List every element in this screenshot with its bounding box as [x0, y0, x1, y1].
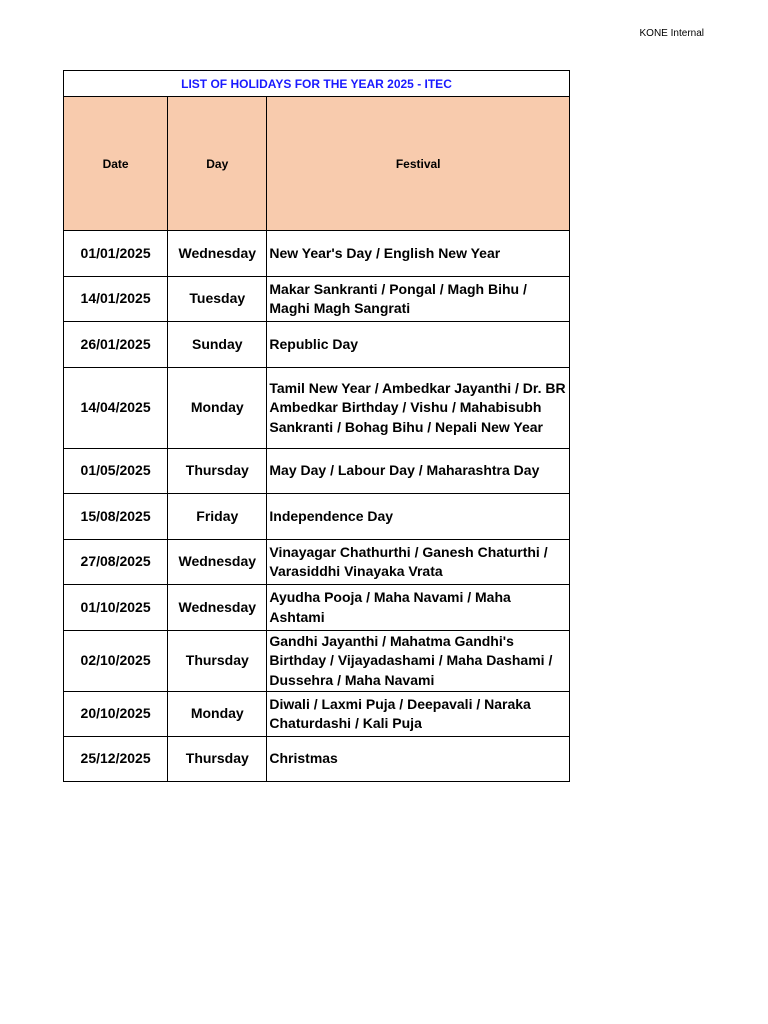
day-cell: Thursday: [168, 737, 267, 782]
classification-label: KONE Internal: [639, 28, 704, 39]
date-cell: 01/05/2025: [64, 449, 168, 494]
table-row: [64, 277, 570, 322]
date-cell: 15/08/2025: [64, 494, 168, 540]
day-cell: Friday: [168, 494, 267, 540]
day-cell: Thursday: [168, 631, 267, 692]
day-cell: Monday: [168, 692, 267, 737]
day-cell: Monday: [168, 368, 267, 449]
date-cell: 20/10/2025: [64, 692, 168, 737]
day-cell: Sunday: [168, 322, 267, 368]
date-cell: 01/10/2025: [64, 585, 168, 631]
table-row: [64, 631, 570, 692]
date-cell: 25/12/2025: [64, 737, 168, 782]
table-row: [64, 737, 570, 782]
festival-cell: Republic Day: [267, 322, 570, 368]
date-cell: 14/04/2025: [64, 368, 168, 449]
festival-cell: Makar Sankranti / Pongal / Magh Bihu / Maghi Magh Sangrati: [267, 277, 570, 322]
table-row: [64, 494, 570, 540]
date-cell: 27/08/2025: [64, 540, 168, 585]
holiday-table: [63, 70, 570, 782]
festival-cell: Vinayagar Chathurthi / Ganesh Chaturthi / Varasiddhi Vinayaka Vrata: [267, 540, 570, 585]
header-day: Day: [168, 97, 267, 231]
day-cell: Wednesday: [168, 585, 267, 631]
table-row: [64, 585, 570, 631]
table-row: [64, 231, 570, 277]
date-cell: 14/01/2025: [64, 277, 168, 322]
table-title: LIST OF HOLIDAYS FOR THE YEAR 2025 - ITEC: [64, 71, 570, 97]
festival-cell: New Year's Day / English New Year: [267, 231, 570, 277]
festival-cell: Tamil New Year / Ambedkar Jayanthi / Dr. BR Ambedkar Birthday / Vishu / Mahabisubh Sankranti / Bohag Bihu / Nepali New Year: [267, 368, 570, 449]
header-festival: Festival: [267, 97, 570, 231]
table-row: [64, 322, 570, 368]
festival-cell: Christmas: [267, 737, 570, 782]
festival-cell: Gandhi Jayanthi / Mahatma Gandhi's Birthday / Vijayadashami / Maha Dashami / Dussehra / Maha Navami: [267, 631, 570, 692]
table-row: [64, 368, 570, 449]
day-cell: Wednesday: [168, 540, 267, 585]
header-date: Date: [64, 97, 168, 231]
festival-cell: Diwali / Laxmi Puja / Deepavali / Naraka Chaturdashi / Kali Puja: [267, 692, 570, 737]
day-cell: Thursday: [168, 449, 267, 494]
festival-cell: Ayudha Pooja / Maha Navami / Maha Ashtami: [267, 585, 570, 631]
festival-cell: May Day / Labour Day / Maharashtra Day: [267, 449, 570, 494]
date-cell: 26/01/2025: [64, 322, 168, 368]
table-row: [64, 540, 570, 585]
day-cell: Wednesday: [168, 231, 267, 277]
date-cell: 02/10/2025: [64, 631, 168, 692]
table-row: [64, 449, 570, 494]
table-header-row: [64, 97, 570, 231]
day-cell: Tuesday: [168, 277, 267, 322]
table-row: [64, 692, 570, 737]
festival-cell: Independence Day: [267, 494, 570, 540]
date-cell: 01/01/2025: [64, 231, 168, 277]
